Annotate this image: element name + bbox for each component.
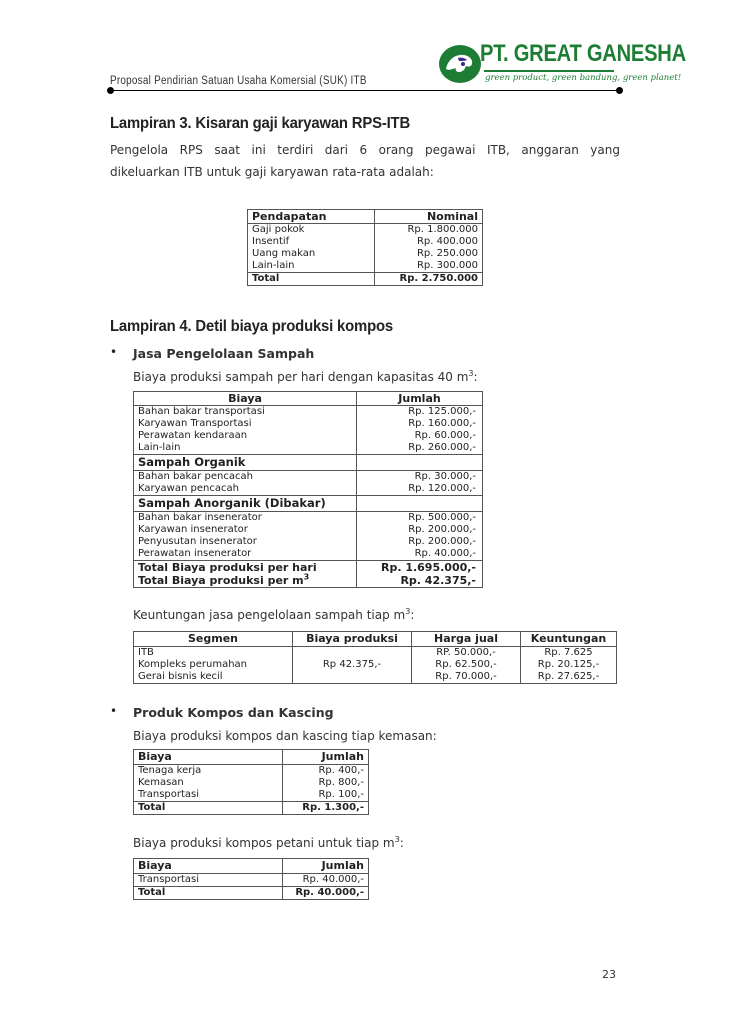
- table-row: [134, 418, 483, 430]
- cell-price: Rp. 62.500,-: [412, 659, 521, 671]
- column-header: Jumlah: [357, 392, 483, 406]
- section-empty: [357, 455, 483, 471]
- cell-item: Bahan bakar transportasi: [134, 406, 357, 419]
- bullet1-title: Jasa Pengelolaan Sampah: [133, 346, 315, 361]
- cell-item: Gaji pokok: [248, 224, 375, 237]
- cell-item: Transportasi: [134, 789, 283, 802]
- word: dari: [324, 143, 349, 157]
- column-header: Pendapatan: [248, 210, 375, 224]
- cell-profit: Rp. 7.625: [544, 647, 593, 658]
- section-empty: [357, 496, 483, 512]
- table-row: [248, 260, 483, 273]
- column-header: Biaya: [134, 392, 357, 406]
- ganesha-logo-icon: [437, 42, 483, 86]
- caption-end: :: [473, 370, 478, 384]
- header-rule-right-dot: [616, 87, 623, 94]
- table-total-row: [248, 273, 483, 286]
- cell-amount: Rp. 400,-: [318, 765, 364, 776]
- cell-amount: Rp. 200.000,-: [408, 524, 476, 535]
- word: 6: [359, 143, 368, 157]
- column-header: Keuntungan: [521, 632, 617, 647]
- word: ini: [251, 143, 266, 157]
- bullet-icon: •: [110, 345, 118, 359]
- bullet2-title: Produk Kompos dan Kascing: [133, 705, 334, 720]
- superscript: 3: [303, 571, 310, 581]
- cell-amount: Rp. 200.000,-: [408, 536, 476, 547]
- cell-item: Total: [134, 887, 283, 900]
- caption-text: Biaya produksi kompos petani untuk tiap m: [133, 836, 395, 850]
- table-total-row: [134, 574, 483, 588]
- table-row: [134, 548, 483, 561]
- column-header: Jumlah: [283, 859, 369, 874]
- bullet-icon: •: [110, 704, 118, 718]
- column-header: Segmen: [134, 632, 293, 647]
- table-total-row: [134, 802, 369, 815]
- header-rule-left-dot: [107, 87, 114, 94]
- cell-item: Insentif: [248, 236, 375, 248]
- table-header-row: [134, 750, 369, 765]
- cell-amount: Rp. 40.000,-: [302, 874, 364, 885]
- cell-amount: Rp. 120.000,-: [408, 483, 476, 494]
- cell-amount: Rp. 500.000,-: [408, 512, 476, 523]
- column-header: Harga jual: [412, 632, 521, 647]
- word: orang: [378, 143, 414, 157]
- cell-amount: Rp. 30.000,-: [414, 471, 476, 482]
- waste-cost-table: [133, 391, 483, 588]
- section-label: Sampah Anorganik (Dibakar): [134, 496, 357, 512]
- cell-item: Kemasan: [134, 777, 283, 789]
- word: RPS: [179, 143, 203, 157]
- cell-segment: Kompleks perumahan: [134, 659, 293, 671]
- cell-item: Perawatan kendaraan: [134, 430, 357, 442]
- column-header: Jumlah: [283, 750, 369, 765]
- profit-caption: [133, 608, 414, 622]
- table-row: [134, 524, 483, 536]
- cell-profit: Rp. 27.625,-: [537, 671, 600, 682]
- cell-amount: Rp. 160.000,-: [408, 418, 476, 429]
- table-total-row: [134, 887, 369, 900]
- table-row: [134, 765, 369, 778]
- table-row: [134, 406, 483, 419]
- cell-item: Bahan bakar insenerator: [134, 512, 357, 525]
- company-name: PT. GREAT GANESHA: [480, 40, 686, 67]
- cell-amount: Rp. 1.695.000,-: [357, 561, 483, 575]
- caption-text: Keuntungan jasa pengelolaan sampah tiap m: [133, 608, 406, 622]
- word: pegawai: [424, 143, 476, 157]
- table-row: [134, 789, 369, 802]
- bullet1-caption: [133, 370, 478, 384]
- cell-item: Total: [248, 273, 375, 286]
- cell-item: Karyawan pencacah: [134, 483, 357, 496]
- column-header: Biaya: [134, 750, 283, 765]
- lampiran3-paragraph-line1: [110, 143, 620, 157]
- caption-end: :: [399, 836, 404, 850]
- word: anggaran: [521, 143, 579, 157]
- table-header-row: [134, 859, 369, 874]
- superscript: 3: [468, 369, 474, 378]
- cell-item: Uang makan: [248, 248, 375, 260]
- table-row: [134, 471, 483, 484]
- table-row: [134, 512, 483, 525]
- word: ITB,: [486, 143, 510, 157]
- word: saat: [214, 143, 241, 157]
- caption-text: Biaya produksi sampah per hari dengan kapasitas 40 m: [133, 370, 469, 384]
- cell-amount: Rp. 300.000: [416, 260, 478, 271]
- cell-amount: Rp. 100,-: [318, 789, 364, 800]
- cell-item: Lain-lain: [134, 442, 357, 455]
- table-row: [134, 483, 483, 496]
- cell-item: Karyawan Transportasi: [134, 418, 357, 430]
- table-row: [134, 442, 483, 455]
- table-row: [248, 248, 483, 260]
- profit-table: [133, 631, 617, 684]
- lampiran3-heading: Lampiran 3. Kisaran gaji karyawan RPS-ITB: [110, 115, 411, 132]
- cell-amount: Rp. 260.000,-: [408, 442, 476, 453]
- superscript: 3: [405, 607, 411, 616]
- cell-item: Total Biaya produksi per hari: [134, 561, 357, 575]
- bullet2-caption2: [133, 836, 404, 850]
- table-row: [134, 777, 369, 789]
- bullet2-caption: Biaya produksi kompos dan kascing tiap kemasan:: [133, 729, 437, 743]
- cell-price: Rp. 70.000,-: [412, 671, 521, 684]
- cell-amount: Rp. 125.000,-: [408, 406, 476, 417]
- cell-item: Total: [134, 802, 283, 815]
- table-section-row: [134, 455, 483, 471]
- lampiran3-paragraph-line2: dikeluarkan ITB untuk gaji karyawan rata-rata adalah:: [110, 165, 434, 179]
- caption-end: :: [410, 608, 415, 622]
- running-header-title: Proposal Pendirian Satuan Usaha Komersial (SUK) ITB: [110, 75, 367, 87]
- cell-amount: Rp. 42.375,-: [400, 573, 476, 587]
- cell-item-text: Total Biaya produksi per m: [138, 573, 304, 587]
- cell-amount: Rp. 2.750.000: [375, 273, 483, 286]
- table-header-row: [248, 210, 483, 224]
- cell-amount: Rp. 250.000: [416, 248, 478, 259]
- table-row: [134, 536, 483, 548]
- cell-shared-cost: Rp 42.375,-: [293, 647, 412, 684]
- logo-underline: [484, 70, 614, 72]
- section-label: Sampah Organik: [134, 455, 357, 471]
- cell-item: Bahan bakar pencacah: [134, 471, 357, 484]
- farmer-compost-cost-table: [133, 858, 369, 900]
- cell-amount: Rp. 40.000,-: [283, 887, 369, 900]
- cell-item: Penyusutan insenerator: [134, 536, 357, 548]
- word: terdiri: [277, 143, 314, 157]
- word: Pengelola: [110, 143, 169, 157]
- table-row: [134, 430, 483, 442]
- header-rule: [110, 90, 620, 91]
- cell-amount: Rp. 400.000: [416, 236, 478, 247]
- table-header-row: [134, 632, 617, 647]
- cell-amount: Rp. 60.000,-: [414, 430, 476, 441]
- cell-profit: Rp. 20.125,-: [537, 659, 600, 670]
- cell-segment: Gerai bisnis kecil: [134, 671, 293, 684]
- company-tagline: green product, green bandung, green planet!: [485, 73, 682, 83]
- column-header: Nominal: [375, 210, 483, 224]
- compost-package-cost-table: [133, 749, 369, 815]
- cell-item: Karyawan insenerator: [134, 524, 357, 536]
- word: yang: [590, 143, 620, 157]
- cell-item: Tenaga kerja: [134, 765, 283, 778]
- column-header: Biaya: [134, 859, 283, 874]
- lampiran4-heading: Lampiran 4. Detil biaya produksi kompos: [110, 318, 393, 335]
- cell-item: Lain-lain: [248, 260, 375, 273]
- cell-item: Transportasi: [134, 874, 283, 887]
- table-row: [248, 236, 483, 248]
- cell-price: RP. 50.000,-: [412, 647, 521, 660]
- table-header-row: [134, 392, 483, 406]
- cell-amount: Rp. 1.300,-: [283, 802, 369, 815]
- cell-item: [134, 571, 357, 588]
- column-header: Biaya produksi: [293, 632, 412, 647]
- cell-segment: ITB: [134, 647, 293, 660]
- cell-amount: Rp. 1.800.000: [407, 224, 478, 235]
- table-section-row: [134, 496, 483, 512]
- cell-amount: Rp. 40.000,-: [414, 548, 476, 559]
- cell-amount: Rp. 800,-: [318, 777, 364, 788]
- table-row: [248, 224, 483, 237]
- salary-table: [247, 209, 483, 286]
- page-number: 23: [602, 968, 616, 981]
- table-row: [134, 874, 369, 887]
- cell-item: Perawatan insenerator: [134, 548, 357, 561]
- company-logo: [437, 42, 483, 90]
- superscript: 3: [394, 835, 400, 844]
- table-row: [134, 647, 617, 660]
